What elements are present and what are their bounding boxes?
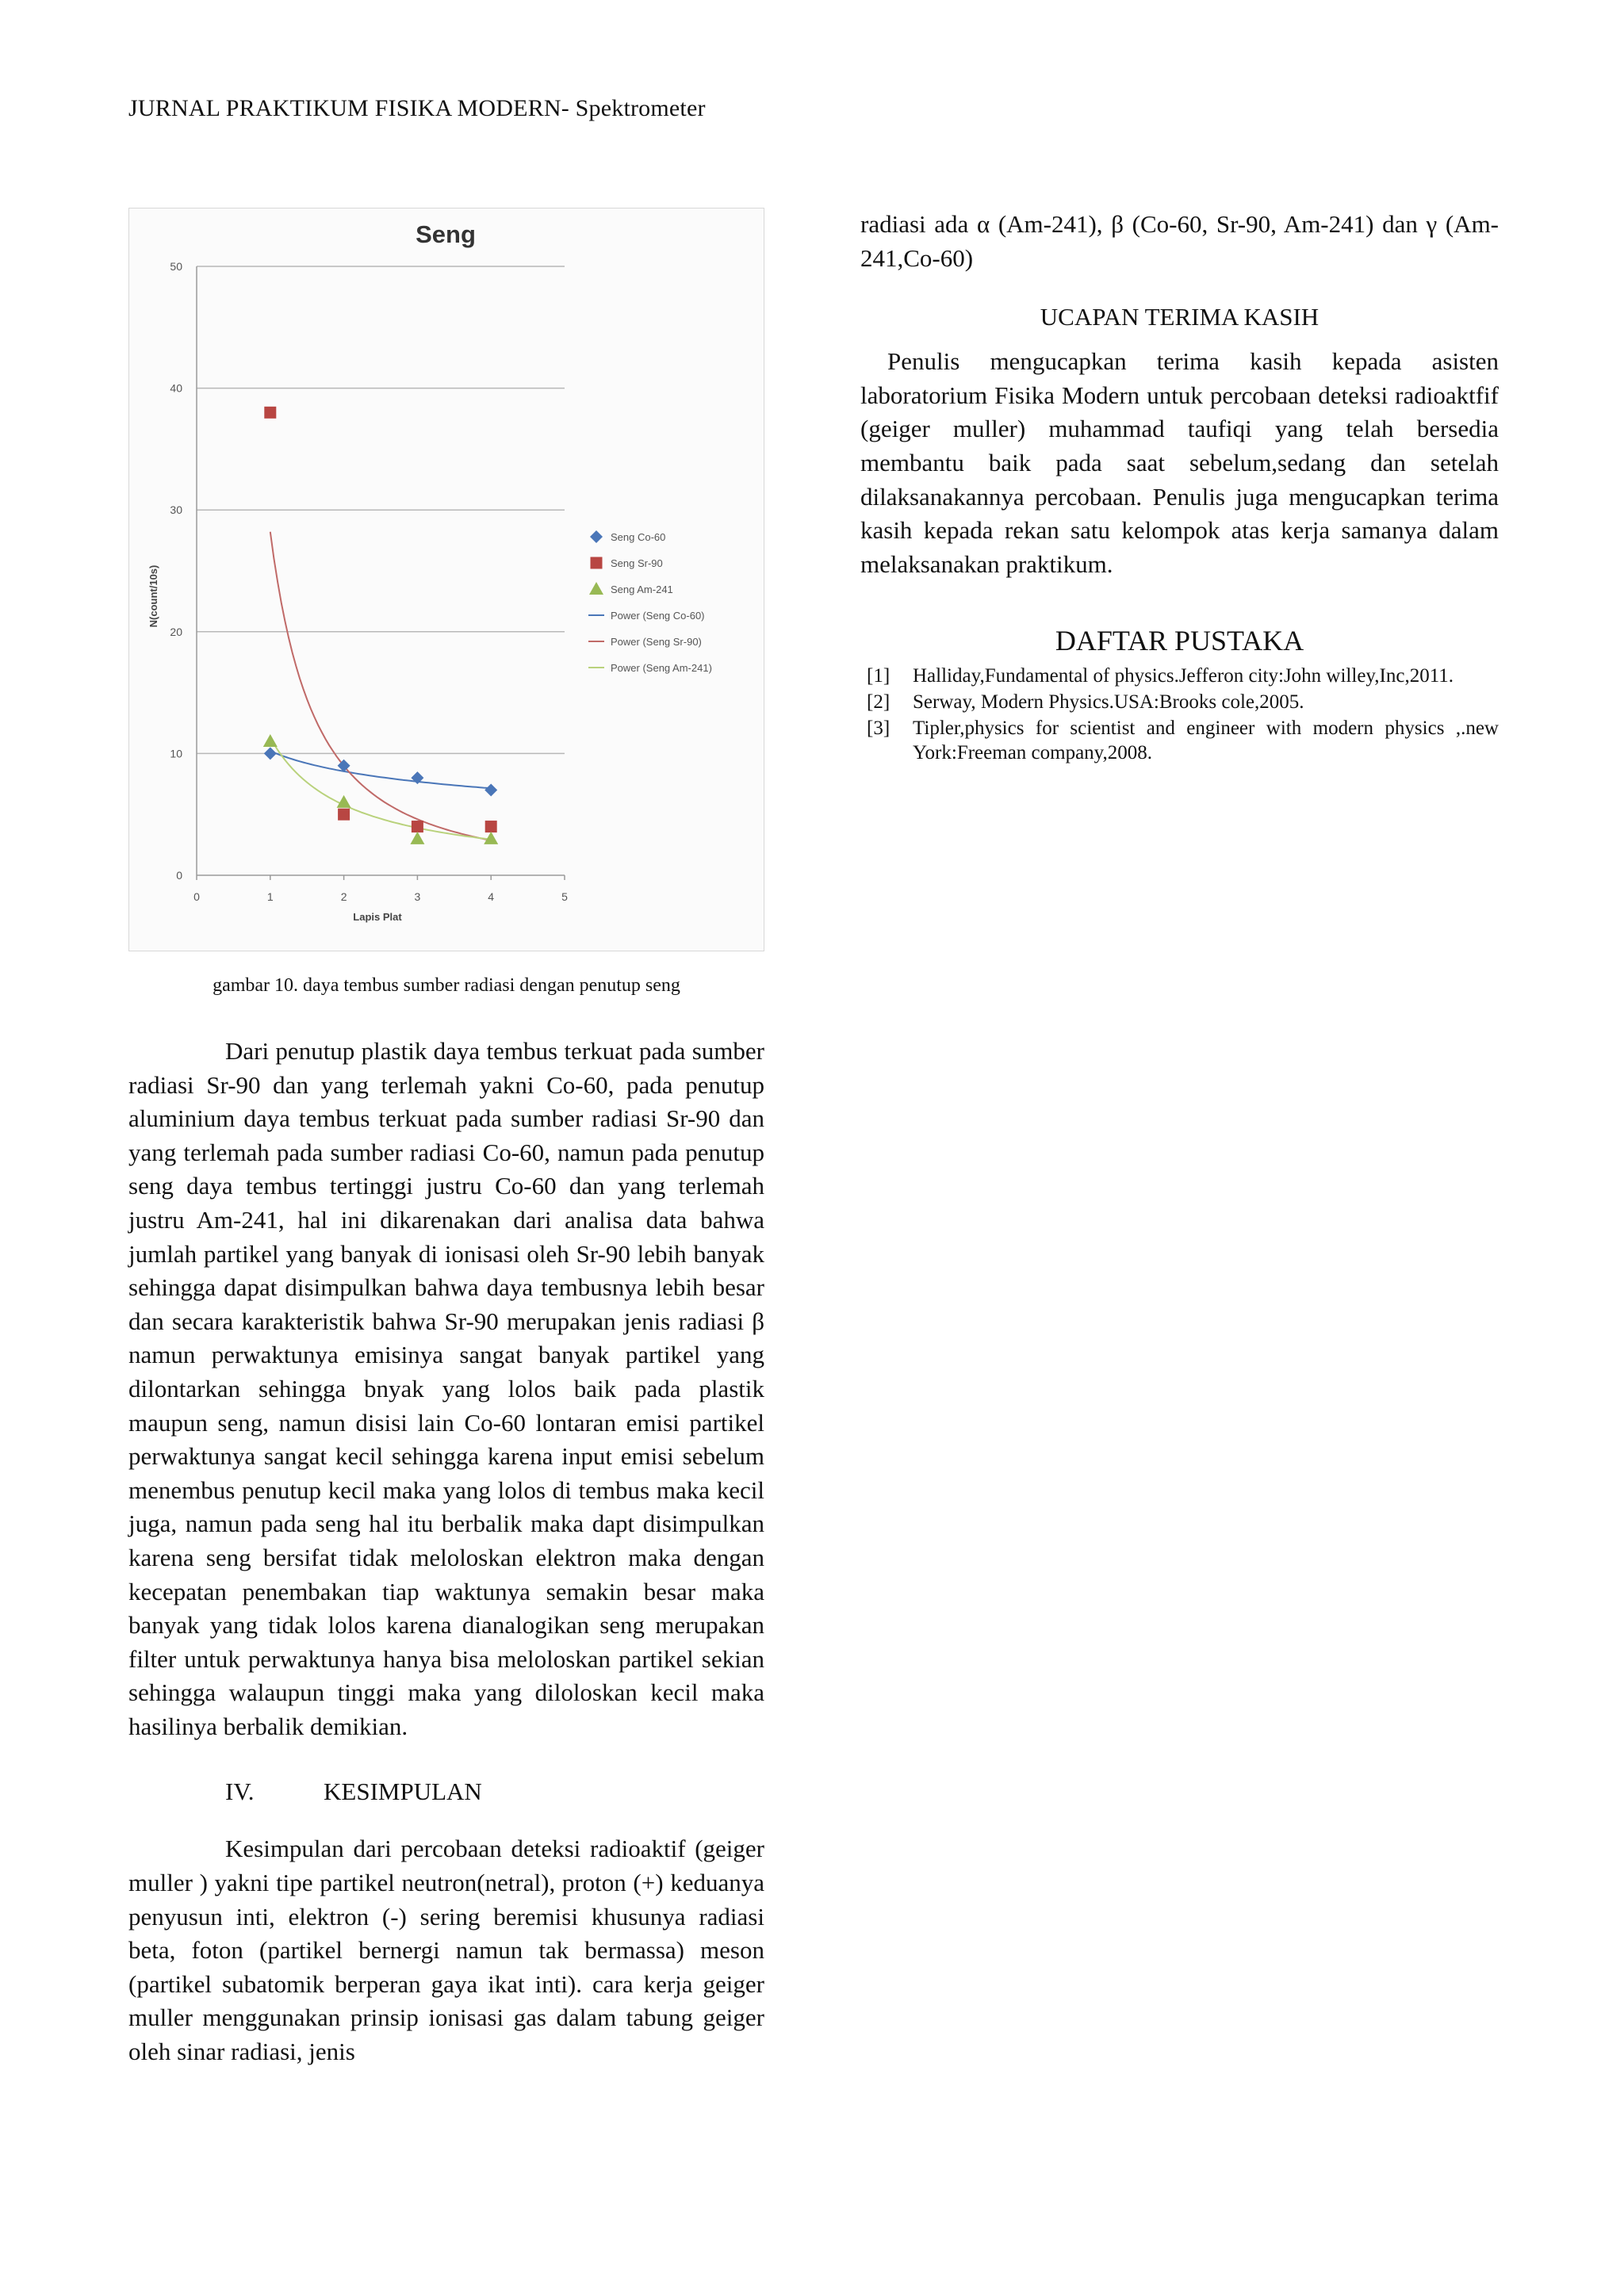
chart-x-axis-label: Lapis Plat [353, 911, 402, 923]
reference-item [860, 690, 1499, 714]
legend-marker [591, 557, 603, 569]
data-point [485, 821, 497, 832]
legend-label: Seng Am-241 [611, 584, 673, 595]
x-tick-label: 3 [414, 890, 421, 903]
reference-number: [3] [867, 718, 891, 740]
reference-text: Halliday,Fundamental of physics.Jefferon city:John willey,Inc,2011. [913, 665, 1454, 687]
section-title: KESIMPULAN [324, 1777, 482, 1806]
y-tick-label: 0 [176, 869, 182, 882]
chart-title: Seng [416, 220, 476, 248]
reference-text: Serway, Modern Physics.USA:Brooks cole,2005. [913, 691, 1304, 714]
y-tick-label: 50 [170, 260, 182, 273]
paragraph-conclusion: Kesimpulan dari percobaan deteksi radioaktif (geiger muller ) yakni tipe partikel neutron(netral), proton (+) keduanya penyusun inti, elektron (-) sering beremisi khusunya radiasi beta, foton (partikel bernergi namun tak bermassa) meson (partikel subatomik berperan gaya ikat inti). cara kerja geiger muller menggunakan prinsip ionisasi gas dalam tabung geiger oleh sinar radiasi, jenis [128, 1835, 764, 2066]
figure-caption: gambar 10. daya tembus sumber radiasi dengan penutup seng [213, 975, 680, 996]
left-column [128, 208, 764, 2069]
y-tick-label: 20 [170, 625, 182, 638]
running-header: JURNAL PRAKTIKUM FISIKA MODERN- Spektrometer [128, 95, 706, 121]
paragraph-discussion: Dari penutup plastik daya tembus terkuat pada sumber radiasi Sr-90 dan yang terlemah yakni Co-60, pada penutup aluminium daya tembus terkuat pada sumber radiasi Sr-90 dan yang terlemah pada sumber radiasi Co-60, namun pada penutup seng daya tembus tertinggi justru Co-60 dan yang terlemah justru Am-241, hal ini dikarenakan dari analisa data bahwa jumlah partikel yang banyak di ionisasi oleh Sr-90 lebih banyak sehingga dapat disimpulkan bahwa daya tembusnya lebih besar dan secara karakteristik bahwa Sr-90 merupakan jenis radiasi β namun perwaktunya emisinya sangat banyak partikel yang dilontarkan sehingga bnyak yang lolos baik pada plastik maupun seng, namun disisi lain Co-60 lontaran emisi partikel perwaktunya sangat kecil sehingga karena input emisi sebelum menembus penutup kecil maka yang lolos di tembus maka kecil juga, namun pada seng hal itu berbalik maka dapt disimpulkan karena seng bersifat tidak meloloskan elektron maka dengan kecepatan penembakan tiap waktunya semakin besar maka banyak yang tidak lolos karena dianalogikan seng merupakan filter untuk perwaktunya hanya bisa meloloskan partikel sekian sehingga walaupun tinggi maka yang diloloskan kecil maka hasilinya berbalik demikian. [128, 1037, 764, 1740]
x-tick-label: 5 [561, 890, 568, 903]
legend-symbol [591, 557, 603, 569]
references-heading: DAFTAR PUSTAKA [1055, 625, 1304, 657]
x-tick-label: 4 [488, 890, 495, 903]
y-tick-label: 10 [170, 747, 182, 760]
acknowledgement-heading: UCAPAN TERIMA KASIH [1040, 303, 1320, 331]
data-point [412, 821, 423, 832]
y-tick-label: 30 [170, 503, 182, 517]
right-column [860, 208, 1499, 767]
x-tick-label: 2 [340, 890, 347, 903]
legend-label: Power (Seng Sr-90) [611, 636, 702, 648]
reference-number: [2] [867, 691, 891, 714]
figure-seng-chart [128, 208, 764, 951]
x-tick-label: 1 [266, 890, 274, 903]
legend-label: Seng Sr-90 [611, 557, 663, 569]
section-number: IV. [225, 1777, 255, 1806]
legend-label: Power (Seng Co-60) [611, 610, 705, 622]
legend-label: Power (Seng Am-241) [611, 662, 712, 674]
data-point [264, 407, 276, 419]
x-tick-label: 0 [193, 890, 200, 903]
chart-frame [128, 208, 764, 951]
paragraph-radiation-types: radiasi ada α (Am-241), β (Co-60, Sr-90, Am-241) dan γ (Am-241,Co-60) [860, 210, 1499, 272]
reference-list [860, 664, 1499, 765]
seng-chart [128, 208, 764, 951]
reference-number: [1] [867, 665, 891, 687]
legend-label: Seng Co-60 [611, 531, 666, 543]
reference-item [860, 664, 1499, 688]
y-tick-label: 40 [170, 381, 182, 395]
section-heading-kesimpulan [128, 1775, 764, 1808]
data-point [338, 809, 350, 821]
reference-text: Tipler,physics for scientist and engineer with modern physics ,.new York:Freeman company,2008. [913, 718, 1499, 764]
paragraph-acknowledgement: Penulis mengucapkan terima kasih kepada asisten laboratorium Fisika Modern untuk percobaan deteksi radioaktfif (geiger muller) muhammad taufiqi yang telah bersedia membantu baik pada saat sebelum,sedang dan setelah dilaksanakannya percobaan. Penulis juga mengucapkan terima kasih kepada rekan satu kelompok atas kerja samanya dalam melaksanakan praktikum. [860, 347, 1499, 578]
chart-y-axis-label: N(count/10s) [147, 564, 159, 628]
reference-item [860, 716, 1499, 765]
